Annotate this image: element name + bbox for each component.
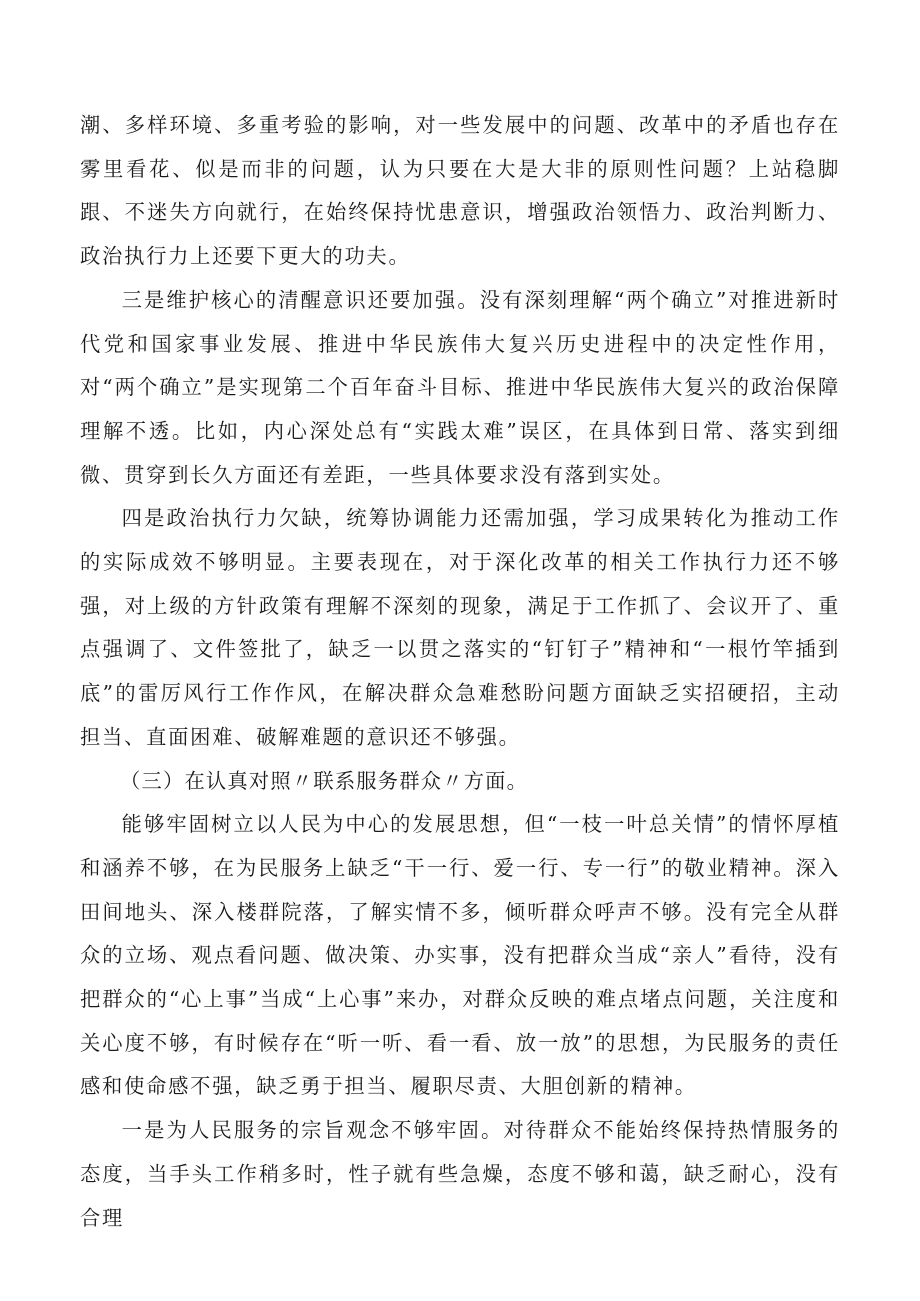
section-heading: （三）在认真对照〃联系服务群众〃方面。: [120, 768, 529, 793]
paragraph-point-three: 三是维护核心的清醒意识还要加强。没有深刻理解“两个确立”对推进新时代党和国家事业发展、推进中华民族伟大复兴历史进程中的决定性作用，对“两个确立”是实现第二个百年奋斗目标、推进中华民族伟大复兴的政治保障理解不透。比如，内心深处总有“实践太难”误区，在具体到日常、落实到细微、贯穿到长久方面还有差距，一些具体要求没有落到实处。: [80, 287, 840, 487]
paragraph-serve-people: 能够牢固树立以人民为中心的发展思想，但“一枝一叶总关情”的情怀厚植和涵养不够，在为民服务上缺乏“干一行、爱一行、专一行”的敬业精神。深入田间地头、深入楼群院落，了解实情不多，倾听群众呼声不够。没有完全从群众的立场、观点看问题、做决策、办实事，没有把群众当成“亲人”看待，没有把群众的“心上事”当成“上心事”来办，对群众反映的难点堵点问题，关注度和关心度不够，有时候存在“听一听、看一看、放一放”的思想，为民服务的责任感和使命感不强，缺乏勇于担当、履职尽责、大胆创新的精神。: [80, 812, 840, 1099]
paragraph-continuation: 潮、多样环境、多重考验的影响，对一些发展中的问题、改革中的矛盾也存在雾里看花、似是而非的问题，认为只要在大是大非的原则性问题？上站稳脚跟、不迷失方向就行，在始终保持忧患意识，增强政治领悟力、政治判断力、政治执行力上还要下更大的功夫。: [80, 113, 840, 269]
document-body: [80, 104, 840, 1240]
paragraph-point-one: 一是为人民服务的宗旨观念不够牢固。对待群众不能始终保持热情服务的态度，当手头工作稍多时，性子就有些急燥，态度不够和蔼，缺乏耐心，没有合理: [80, 1118, 840, 1230]
paragraph-point-four: 四是政治执行力欠缺，统筹协调能力还需加强，学习成果转化为推动工作的实际成效不够明显。主要表现在，对于深化改革的相关工作执行力还不够强，对上级的方针政策有理解不深刻的现象，满足于工作抓了、会议开了、重点强调了、文件签批了，缺乏一以贯之落实的“钉钉子”精神和“一根竹竿插到底”的雷厉风行工作作风，在解决群众急难愁盼问题方面缺乏实招硬招，主动担当、直面困难、破解难题的意识还不够强。: [80, 506, 840, 749]
